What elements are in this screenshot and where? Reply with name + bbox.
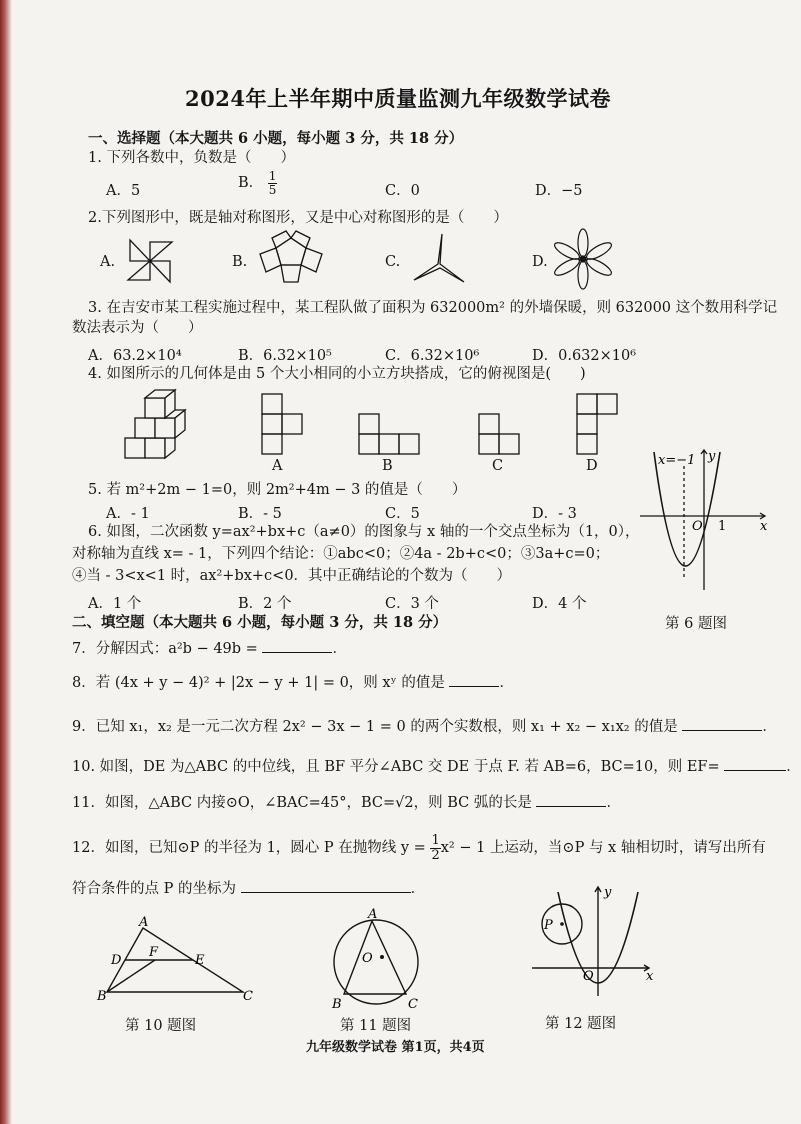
q6-parabola-graph: [640, 450, 770, 600]
q1-option-b-label: B．: [238, 175, 264, 192]
q6-option-b: B．2 个: [238, 596, 292, 612]
q11-stem: 11．如图，△ABC 内接⊙O，∠BAC=45°，BC=√2，则 BC 弧的长是: [72, 795, 532, 811]
q6-line1: 6. 如图，二次函数 y=ax²+bx+c（a≠0）的图象与 x 轴的一个交点坐标为（1，0），: [88, 524, 640, 540]
fig10-triangle: [95, 915, 265, 1008]
q6-line2: 对称轴为直线 x= - 1，下列四个结论：①abc<0；②4a - 2b+c<0；③3a+c=0；: [72, 546, 610, 562]
q6-caption: 第 6 题图: [665, 616, 727, 632]
fraction-denominator: 2: [431, 847, 440, 863]
fig11-label-a: A: [368, 907, 378, 922]
q10-answer-blank[interactable]: [724, 756, 786, 771]
q5-option-a: A．- 1: [106, 506, 150, 522]
fig10-label-a: A: [139, 915, 149, 930]
q10-end: ．: [786, 759, 801, 775]
q7: [72, 638, 347, 658]
q8-stem: 8．若 (4x + y − 4)² + |2x − y + 1| = 0，则 xʸ 的值是: [72, 675, 445, 691]
q5-option-d: D．- 3: [532, 506, 577, 522]
q2-figure-a-pinwheel-icon: [120, 236, 180, 286]
fig11-label-o: O: [362, 951, 373, 966]
fig11-label-c: C: [408, 997, 418, 1012]
q4-label-b: B: [382, 458, 393, 474]
fig11-caption: 第 11 题图: [340, 1018, 412, 1034]
page-footer: 九年级数学试卷 第1页，共4页: [306, 1040, 485, 1055]
q4-view-b: [356, 414, 422, 458]
q7-end: ．: [332, 641, 347, 657]
q12-line2: [72, 878, 425, 898]
q4-solid-figure: [120, 392, 195, 464]
fig10-label-d: D: [111, 953, 122, 968]
q5-option-c: C．5: [385, 506, 420, 522]
q4-label-c: C: [492, 458, 504, 474]
section2-header: 二、填空题（本大题共 6 小题，每小题 3 分，共 18 分）: [72, 614, 448, 631]
q6-one-label: 1: [718, 519, 727, 534]
fig10-caption: 第 10 题图: [125, 1018, 197, 1034]
fraction-numerator: 1: [268, 169, 277, 183]
q10-stem: 10. 如图，DE 为△ABC 的中位线，且 BF 平分∠ABC 交 DE 于点 F. 若 AB=6，BC=10，则 EF=: [72, 759, 720, 775]
q2-stem: 2.下列图形中，既是轴对称图形，又是中心对称图形的是（ ）: [88, 210, 508, 226]
q12-stem-line2: 符合条件的点 P 的坐标为: [72, 881, 236, 897]
q12-stem-a: 12．如图，已知⊙P 的半径为 1，圆心 P 在抛物线 y =: [72, 840, 426, 857]
section1-header: 一、选择题（本大题共 6 小题，每小题 3 分，共 18 分）: [88, 130, 464, 147]
q9-end: ．: [762, 719, 777, 735]
q4-label-a: A: [272, 458, 283, 474]
q2-option-b: B.: [232, 254, 248, 270]
fig12-caption: 第 12 题图: [545, 1016, 617, 1032]
q4-view-c: [476, 414, 522, 458]
fraction-numerator: 1: [431, 833, 440, 848]
q2-option-a: A.: [100, 254, 116, 270]
q1-option-b: [238, 170, 277, 196]
q9-answer-blank[interactable]: [682, 716, 762, 731]
q6-y-label: y: [708, 449, 716, 464]
fig11-label-b: B: [332, 997, 342, 1012]
q6-line3: ④当 - 3<x<1 时，ax²+bx+c<0．其中正确结论的个数为（ ）: [72, 568, 512, 584]
q9: [72, 716, 777, 736]
q6-option-a: A．1 个: [88, 596, 142, 612]
q1-option-d: D．−5: [535, 183, 583, 199]
q6-axis-label: x=−1: [658, 453, 696, 468]
q5-stem: 5. 若 m²+2m − 1=0，则 2m²+4m − 3 的值是（ ）: [88, 482, 467, 498]
fig10-label-b: B: [97, 989, 107, 1004]
q12-line1: [72, 834, 766, 862]
fig12-label-x: x: [646, 969, 654, 984]
q12-answer-blank[interactable]: [241, 878, 411, 893]
q7-stem: 7．分解因式：a²b − 49b =: [72, 641, 258, 657]
q8-end: ．: [499, 675, 514, 691]
q1-stem: 1. 下列各数中，负数是（ ）: [88, 150, 295, 166]
q3-option-b: B．6.32×10⁵: [238, 348, 332, 364]
q8-answer-blank[interactable]: [449, 672, 499, 687]
q2-figure-d-flower-icon: [555, 228, 611, 290]
q12-end: ．: [410, 881, 426, 897]
q12-fraction: [430, 834, 440, 862]
q4-stem: 4. 如图所示的几何体是由 5 个大小相同的小立方块搭成，它的俯视图是( ): [88, 366, 586, 382]
fraction-denominator: 5: [268, 182, 277, 197]
fig12-label-p: P: [544, 918, 553, 933]
q4-label-d: D: [586, 458, 598, 474]
q6-origin-label: O: [692, 519, 703, 534]
fig12-label-y: y: [604, 885, 612, 900]
q4-view-a: [258, 394, 308, 456]
q2-figure-c-triangle-star-icon: [410, 232, 470, 288]
fig10-label-e: E: [195, 953, 205, 968]
paper-edge: [0, 0, 12, 1124]
fig12-label-o: O: [583, 969, 594, 984]
q9-stem: 9．已知 x₁，x₂ 是一元二次方程 2x² − 3x − 1 = 0 的两个实数根，则 x₁ + x₂ − x₁x₂ 的值是: [72, 719, 678, 735]
page-title: 2024年上半年期中质量监测九年级数学试卷: [185, 86, 611, 111]
q4-view-d: [574, 394, 622, 456]
q3-stem-line1: 3. 在吉安市某工程实施过程中，某工程队做了面积为 632000m² 的外墙保暖，则 632000 这个数用科学记: [88, 300, 778, 316]
q5-option-b: B．- 5: [238, 506, 282, 522]
fig10-label-f: F: [149, 945, 159, 960]
q2-option-c: C.: [385, 254, 401, 270]
q11: [72, 792, 621, 812]
q1-option-c: C．0: [385, 183, 420, 199]
q6-option-c: C．3 个: [385, 596, 439, 612]
q3-option-d: D．0.632×10⁶: [532, 348, 637, 364]
q2-figure-b-pentagon-flower-icon: [256, 234, 326, 290]
q7-answer-blank[interactable]: [262, 638, 332, 653]
q8: [72, 672, 514, 692]
q1-option-a: A．5: [106, 183, 141, 199]
fig10-label-c: C: [243, 989, 253, 1004]
q6-option-d: D．4 个: [532, 596, 587, 612]
q2-option-d: D.: [532, 254, 548, 270]
q6-x-label: x: [760, 519, 768, 534]
fig11-circle: [320, 907, 432, 1012]
q10: [72, 756, 801, 776]
q12-stem-b: x² − 1 上运动，当⊙P 与 x 轴相切时，请写出所有: [440, 840, 766, 857]
q1-option-b-fraction: [268, 170, 278, 196]
q11-end: ．: [606, 795, 621, 811]
fig12-parabola-circle: [528, 884, 658, 1004]
q11-answer-blank[interactable]: [536, 792, 606, 807]
q3-stem-line2: 数法表示为（ ）: [72, 320, 203, 336]
q3-option-a: A．63.2×10⁴: [88, 348, 182, 364]
q3-option-c: C．6.32×10⁶: [385, 348, 480, 364]
